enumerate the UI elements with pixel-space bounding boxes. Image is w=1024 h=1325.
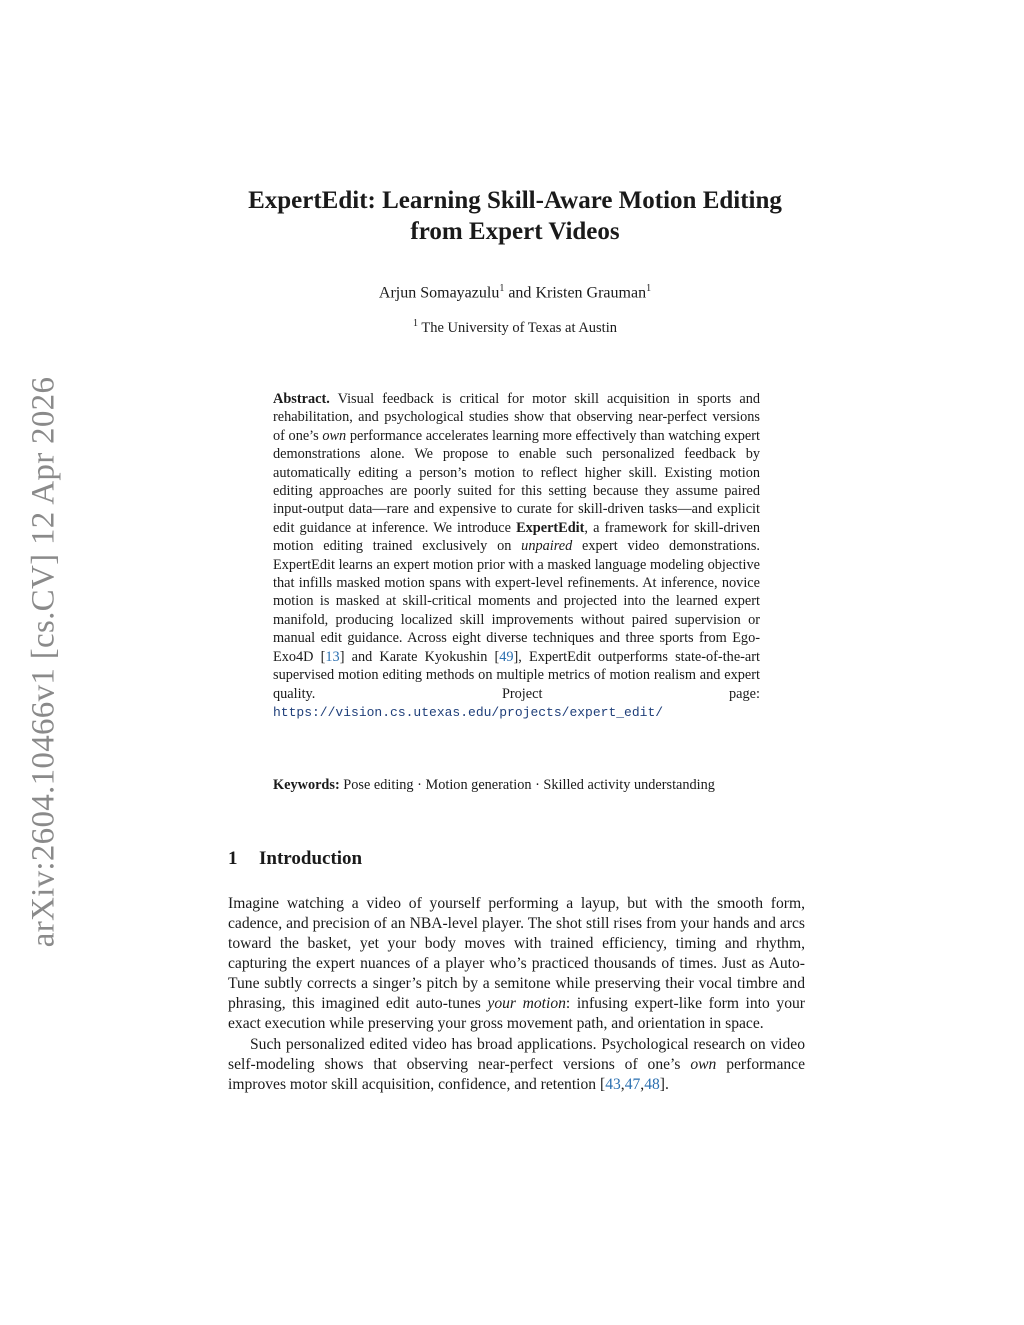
abstract-label: Abstract.: [273, 391, 330, 407]
affiliation: [200, 318, 830, 337]
author-name: Arjun Somayazulu: [378, 284, 500, 302]
affiliation-marker: 1: [646, 283, 652, 294]
citation-link[interactable]: 13: [325, 648, 340, 665]
introduction-body: [228, 894, 805, 1095]
abstract-text: ], ExpertEdit outperforms state-of-the-art supervised motion editing methods on multiple metrics of motion realism and expert quality. Project page:: [273, 648, 761, 702]
abstract-text: Visual feedback is critical for motor skill acquisition in sports and rehabilitation, and psychological studies show that observing near-perfect versions of one’s: [273, 391, 760, 444]
abstract-text: performance accelerates learning more effectively than watching expert demonstrations alone. We propose to enable such personalized feedback by automatically editing a person’s motion to reflect higher skill. Existing motion editing approaches are poorly suited for this setting because they assume paired input-output data—rare and expensive to curate for skill-driven tasks—and explicit edit guidance at inference. We introduce: [273, 427, 760, 536]
affiliation-name: The University of Texas at Austin: [417, 319, 617, 336]
title-line-2: from Expert Videos: [410, 218, 620, 245]
keywords: [273, 776, 760, 794]
section-heading: [228, 848, 362, 870]
paragraph-text: ,: [640, 1076, 645, 1093]
paper-title: [200, 185, 830, 247]
paragraph-emphasis: your motion: [487, 995, 566, 1012]
author-name: Kristen Grauman: [535, 284, 647, 302]
paragraph-text: performance improves motor skill acquisition, confidence, and retention [: [228, 1056, 805, 1093]
abstract-emphasis: unpaired: [521, 538, 573, 555]
abstract-text: ] and Karate Kyokushin [: [339, 648, 500, 665]
abstract: [273, 390, 760, 722]
keywords-label: Keywords:: [273, 777, 340, 793]
method-name: ExpertEdit: [516, 519, 585, 536]
paragraph: [228, 1035, 805, 1095]
citation-link[interactable]: 43: [605, 1076, 621, 1093]
abstract-emphasis: own: [322, 427, 347, 444]
section-title: Introduction: [259, 848, 363, 869]
title-line-1: ExpertEdit: Learning Skill-Aware Motion Editing: [248, 187, 782, 214]
section-number: 1: [228, 848, 238, 869]
author-list: [200, 283, 830, 302]
citation-link[interactable]: 48: [644, 1076, 660, 1093]
affiliation-marker: 1: [412, 318, 418, 329]
paragraph-text: Imagine watching a video of yourself performing a layup, but with the smooth form, cadence, and precision of an NBA-level player. The shot still rises from your hands and arcs toward the basket, yet your body moves with trained efficiency, timing and rhythm, capturing the expert nuances of a player who’s practiced thousands of times. Just as Auto-Tune subtly corrects a singer’s pitch by a semitone while preserving their vocal timbre and phrasing, this imagined edit auto-tunes: [228, 895, 805, 1012]
paragraph-text: Such personalized edited video has broad applications. Psychological research on video self-modeling shows that observing near-perfect versions of one’s: [228, 1036, 805, 1073]
citation-link[interactable]: 49: [499, 648, 514, 665]
arxiv-watermark: arXiv:2604.10466v1 [cs.CV] 12 Apr 2026: [25, 376, 62, 948]
citation-link[interactable]: 47: [624, 1076, 641, 1093]
abstract-text: expert video demonstrations. ExpertEdit learns an expert motion prior with a masked language modeling objective that infills masked motion spans with expert-level refinements. At inference, novice motion is masked at skill-critical moments and projected into the learned expert manifold, producing localized skill improvements without paired supervision or manual edit guidance. Across eight diverse techniques and three sports from Ego-Exo4D [: [273, 538, 760, 665]
affiliation-marker: 1: [499, 283, 505, 294]
paragraph-text: ].: [659, 1076, 669, 1093]
paragraph: [228, 894, 805, 1034]
project-page-link[interactable]: https://vision.cs.utexas.edu/projects/expert_edit/: [273, 704, 664, 720]
abstract-text: , a framework for skill-driven motion editing trained exclusively on: [273, 519, 760, 555]
keywords-text: Pose editing · Motion generation · Skilled activity understanding: [339, 777, 715, 793]
paragraph-emphasis: own: [690, 1056, 717, 1073]
paragraph-text: ,: [620, 1076, 625, 1093]
author-conjunction: and: [504, 284, 536, 302]
paragraph-text: : infusing expert-like form into your exact execution while preserving your gross movement path, and orientation in space.: [228, 995, 805, 1032]
